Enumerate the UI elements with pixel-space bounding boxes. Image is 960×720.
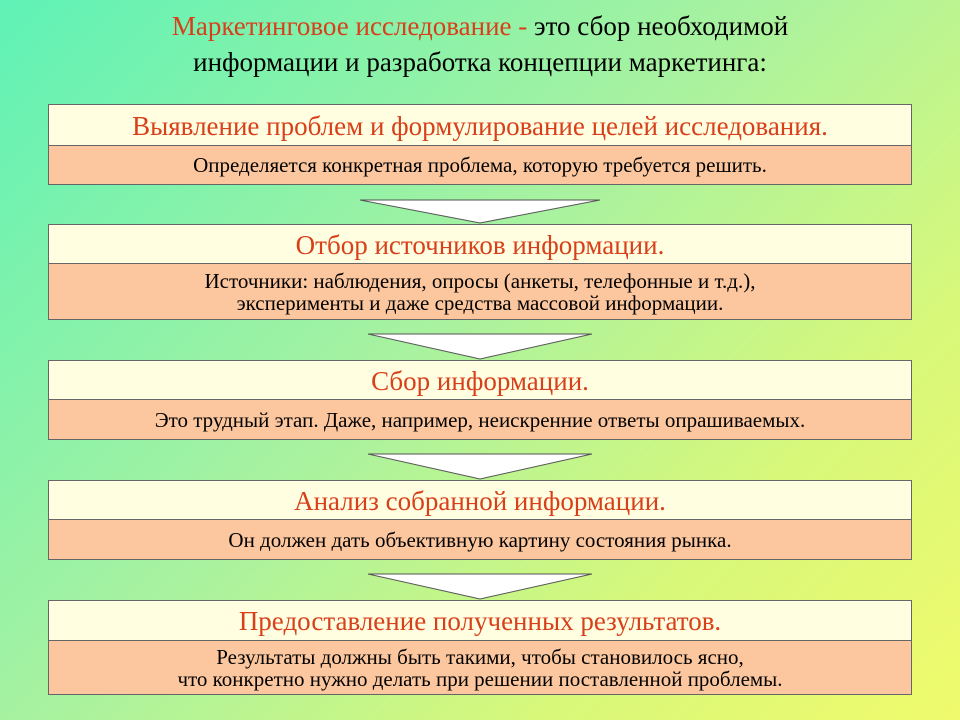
step-4-description: [48, 520, 912, 560]
step-5: [48, 600, 912, 695]
step-3-line-1: Это трудный этап. Даже, например, неискренние ответы опрашиваемых.: [154, 407, 806, 432]
step-3: [48, 360, 912, 440]
step-1-description: [48, 146, 912, 185]
down-arrow-icon: [368, 562, 592, 600]
step-4-title: Анализ собранной информации.: [48, 480, 912, 520]
step-2-line-2: эксперименты и даже средства массовой информации.: [236, 290, 724, 315]
step-4: [48, 480, 912, 560]
step-2: [48, 224, 912, 320]
down-arrow-icon: [360, 190, 600, 224]
step-2-title: Отбор источников информации.: [48, 224, 912, 264]
step-1: [48, 104, 912, 185]
step-5-line-2: что конкретно нужно делать при решении поставленной проблемы.: [177, 666, 783, 691]
title-accent: Маркетинговое исследование -: [171, 11, 534, 41]
step-2-description: [48, 264, 912, 320]
step-1-title: Выявление проблем и формулирование целей исследования.: [48, 104, 912, 146]
step-3-title: Сбор информации.: [48, 360, 912, 400]
step-5-description: [48, 641, 912, 695]
title-line1: это сбор необходимой: [534, 11, 789, 41]
step-1-line-1: Определяется конкретная проблема, которую требуется решить.: [193, 153, 767, 177]
step-4-line-1: Он должен дать объективную картину состояния рынка.: [228, 527, 732, 552]
step-5-title: Предоставление полученных результатов.: [48, 600, 912, 641]
step-5-line-1: Результаты должны быть такими, чтобы становилось ясно,: [216, 644, 744, 669]
title-line2: информации и разработка концепции маркетинга:: [193, 47, 767, 77]
step-2-line-1: Источники: наблюдения, опросы (анкеты, телефонные и т.д.),: [204, 268, 756, 293]
step-3-description: [48, 400, 912, 440]
down-arrow-icon: [368, 442, 592, 480]
page-title: [40, 8, 920, 80]
down-arrow-icon: [368, 322, 592, 360]
